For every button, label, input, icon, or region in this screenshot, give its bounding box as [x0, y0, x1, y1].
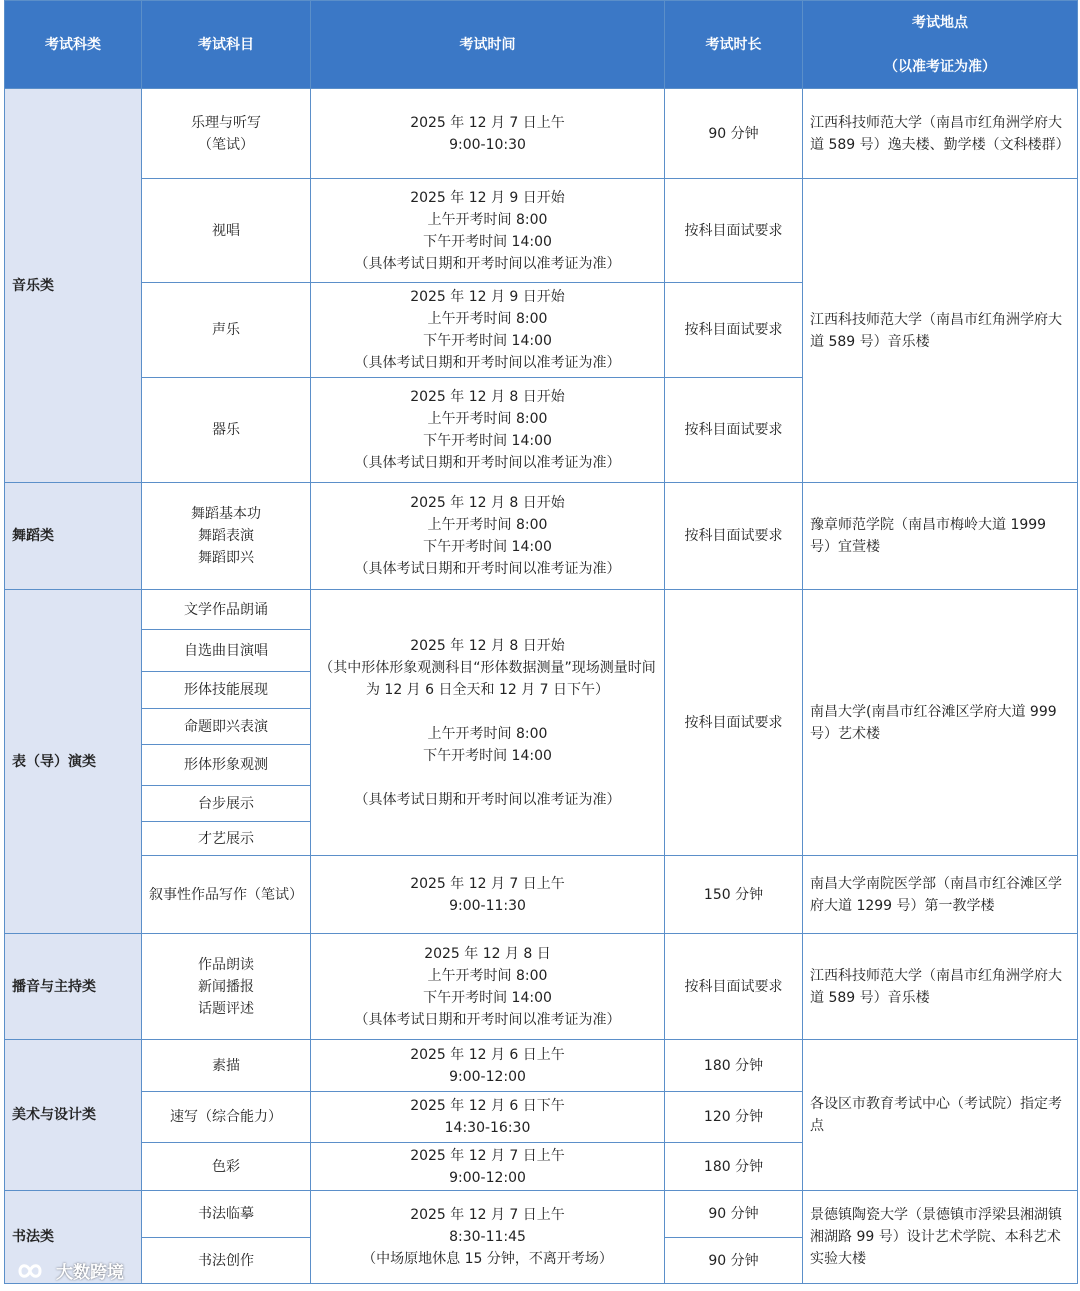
subject-cell: 乐理与听写 （笔试）	[142, 89, 311, 179]
category-performance: 表（导）演类	[5, 590, 142, 934]
time-cell: 2025 年 12 月 7 日上午 9:00-10:30	[311, 89, 665, 179]
time-cell: 2025 年 12 月 7 日上午 9:00-11:30	[311, 856, 665, 934]
header-row	[5, 1, 1078, 89]
duration-cell: 按科目面试要求	[665, 179, 803, 283]
location-cell: 南昌大学南院医学部（南昌市红谷滩区学府大道 1299 号）第一教学楼	[803, 856, 1078, 934]
duration-cell: 90 分钟	[665, 1191, 803, 1238]
duration-cell: 120 分钟	[665, 1092, 803, 1143]
duration-cell: 180 分钟	[665, 1040, 803, 1092]
duration-cell: 按科目面试要求	[665, 483, 803, 590]
category-calligraphy: 书法类	[5, 1191, 142, 1284]
subject-cell: 文学作品朗诵	[142, 590, 311, 630]
table-row	[5, 856, 1078, 934]
time-cell: 2025 年 12 月 6 日上午 9:00-12:00	[311, 1040, 665, 1092]
location-cell: 南昌大学(南昌市红谷滩区学府大道 999 号）艺术楼	[803, 590, 1078, 856]
subject-cell: 器乐	[142, 378, 311, 483]
duration-cell: 150 分钟	[665, 856, 803, 934]
time-cell: 2025 年 12 月 8 日 上午开考时间 8:00 下午开考时间 14:00 （具体考试日期和开考时间以准考证为准）	[311, 934, 665, 1040]
subject-cell: 形体形象观测	[142, 745, 311, 786]
subject-cell: 书法创作	[142, 1238, 311, 1284]
category-broadcast: 播音与主持类	[5, 934, 142, 1040]
location-cell: 景德镇陶瓷大学（景德镇市浮梁县湘湖镇湘湖路 99 号）设计艺术学院、本科艺术实验大楼	[803, 1191, 1078, 1284]
subject-cell: 自选曲目演唱	[142, 630, 311, 672]
header-subject: 考试科目	[142, 1, 311, 89]
subject-cell: 素描	[142, 1040, 311, 1092]
subject-cell: 作品朗读 新闻播报 话题评述	[142, 934, 311, 1040]
table-row	[5, 590, 1078, 630]
header-location: 考试地点 （以准考证为准）	[803, 1, 1078, 89]
location-cell: 江西科技师范大学（南昌市红角洲学府大道 589 号）音乐楼	[803, 934, 1078, 1040]
duration-cell: 按科目面试要求	[665, 590, 803, 856]
subject-cell: 才艺展示	[142, 822, 311, 856]
subject-cell: 声乐	[142, 283, 311, 378]
infinity-logo-icon	[10, 1260, 50, 1282]
time-cell: 2025 年 12 月 8 日开始 （其中形体形象观测科目“形体数据测量”现场测量时间为 12 月 6 日全天和 12 月 7 日下午） 上午开考时间 8:00 下午开考时间 14:00 （具体考试日期和开考时间以准考证为准）	[311, 590, 665, 856]
time-cell: 2025 年 12 月 8 日开始 上午开考时间 8:00 下午开考时间 14:00 （具体考试日期和开考时间以准考证为准）	[311, 483, 665, 590]
header-time: 考试时间	[311, 1, 665, 89]
header-duration: 考试时长	[665, 1, 803, 89]
location-cell: 豫章师范学院（南昌市梅岭大道 1999 号）宜萱楼	[803, 483, 1078, 590]
time-cell: 2025 年 12 月 7 日上午 9:00-12:00	[311, 1143, 665, 1191]
duration-cell: 180 分钟	[665, 1143, 803, 1191]
header-category: 考试科类	[5, 1, 142, 89]
table-row	[5, 1191, 1078, 1238]
time-cell: 2025 年 12 月 9 日开始 上午开考时间 8:00 下午开考时间 14:00 （具体考试日期和开考时间以准考证为准）	[311, 283, 665, 378]
subject-cell: 舞蹈基本功 舞蹈表演 舞蹈即兴	[142, 483, 311, 590]
time-cell: 2025 年 12 月 9 日开始 上午开考时间 8:00 下午开考时间 14:00 （具体考试日期和开考时间以准考证为准）	[311, 179, 665, 283]
subject-cell: 速写（综合能力）	[142, 1092, 311, 1143]
duration-cell: 按科目面试要求	[665, 934, 803, 1040]
watermark	[10, 1258, 124, 1283]
table-row	[5, 179, 1078, 283]
duration-cell: 90 分钟	[665, 1238, 803, 1284]
duration-cell: 90 分钟	[665, 89, 803, 179]
subject-cell: 命题即兴表演	[142, 709, 311, 745]
category-art: 美术与设计类	[5, 1040, 142, 1191]
subject-cell: 形体技能展现	[142, 672, 311, 709]
table-row	[5, 483, 1078, 590]
subject-cell: 书法临摹	[142, 1191, 311, 1238]
location-cell: 各设区市教育考试中心（考试院）指定考点	[803, 1040, 1078, 1191]
time-cell: 2025 年 12 月 8 日开始 上午开考时间 8:00 下午开考时间 14:00 （具体考试日期和开考时间以准考证为准）	[311, 378, 665, 483]
table-row	[5, 89, 1078, 179]
exam-schedule-table	[4, 0, 1078, 1284]
category-dance: 舞蹈类	[5, 483, 142, 590]
watermark-text: 大数跨境	[56, 1263, 124, 1283]
location-cell: 江西科技师范大学（南昌市红角洲学府大道 589 号）逸夫楼、勤学楼（文科楼群）	[803, 89, 1078, 179]
time-cell: 2025 年 12 月 6 日下午 14:30-16:30	[311, 1092, 665, 1143]
duration-cell: 按科目面试要求	[665, 283, 803, 378]
table-row	[5, 934, 1078, 1040]
duration-cell: 按科目面试要求	[665, 378, 803, 483]
category-music: 音乐类	[5, 89, 142, 483]
subject-cell: 叙事性作品写作（笔试）	[142, 856, 311, 934]
subject-cell: 色彩	[142, 1143, 311, 1191]
location-cell: 江西科技师范大学（南昌市红角洲学府大道 589 号）音乐楼	[803, 179, 1078, 483]
subject-cell: 视唱	[142, 179, 311, 283]
table-row	[5, 1040, 1078, 1092]
subject-cell: 台步展示	[142, 786, 311, 822]
time-cell: 2025 年 12 月 7 日上午 8:30-11:45 （中场原地休息 15 分钟，不离开考场）	[311, 1191, 665, 1284]
